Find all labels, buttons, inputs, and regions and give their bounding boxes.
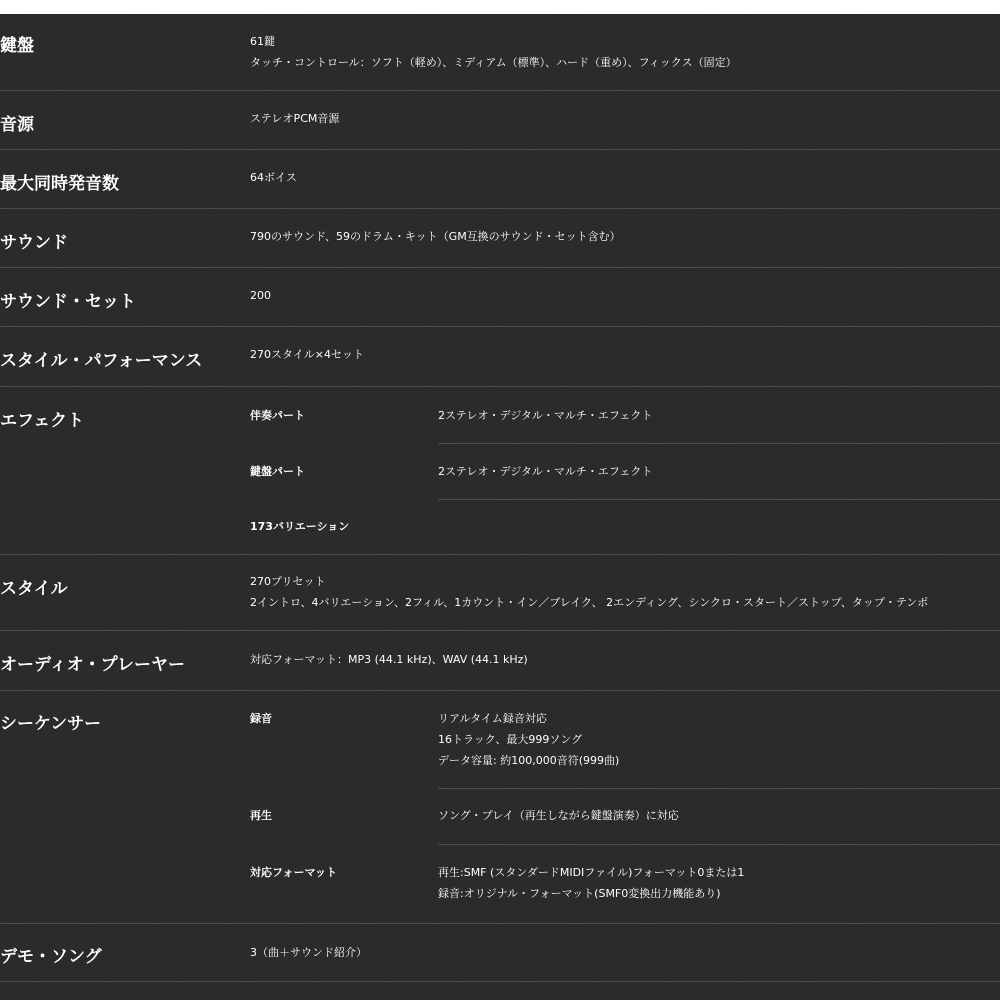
spec-label: スタイル — [0, 579, 68, 599]
spec-label: 鍵盤 — [0, 36, 34, 56]
spec-value-line: リアルタイム録音対応 — [438, 712, 547, 725]
spec-label: デモ・ソング — [0, 947, 102, 967]
spec-label: 最大同時発音数 — [0, 174, 119, 194]
spec-subtable — [250, 691, 1000, 923]
spec-label: オーディオ・プレーヤー — [0, 655, 185, 675]
spec-value-line: 200 — [250, 289, 271, 302]
spec-row-audio-player — [0, 631, 1000, 691]
spec-sublabel: 伴奏パート — [250, 409, 305, 422]
spec-row-style — [0, 555, 1000, 631]
spec-sublabel: 173バリエーション — [250, 520, 350, 533]
spec-label: サウンド・セット — [0, 292, 136, 312]
spec-subrow — [250, 500, 1000, 554]
spec-value-line: 再生:SMF (スタンダードMIDIファイル)フォーマット0または1 — [438, 866, 745, 879]
spec-row-sequencer — [0, 691, 1000, 924]
spec-label: サウンド — [0, 233, 68, 253]
spec-row-keyboard — [0, 14, 1000, 91]
spec-value — [250, 268, 1000, 326]
spec-row-demo-songs — [0, 924, 1000, 982]
spec-value-line: 2イントロ、4バリエーション、2フィル、1カウント・イン／ブレイク、 2エンディング、シンクロ・スタート／ストップ、タップ・テンポ — [250, 596, 929, 609]
spec-value-line: 対応フォーマット：MP3 (44.1 kHz)、WAV (44.1 kHz) — [250, 653, 528, 666]
spec-row-sounds — [0, 209, 1000, 268]
spec-sublabel: 対応フォーマット — [250, 866, 338, 879]
spec-value — [250, 14, 1000, 90]
spec-label: シーケンサー — [0, 714, 102, 734]
top-bar — [0, 0, 1000, 14]
spec-value-line: タッチ・コントロール：ソフト（軽め）、ミディアム（標準）、ハード（重め）、フィックス（固定） — [250, 56, 737, 69]
spec-value — [250, 150, 1000, 208]
spec-subrow — [250, 387, 1000, 444]
spec-sublabel: 再生 — [250, 809, 272, 822]
spec-value — [250, 91, 1000, 149]
spec-value — [250, 327, 1000, 386]
spec-value-line: 16トラック、最大999ソング — [438, 733, 583, 746]
spec-row-sound-set — [0, 268, 1000, 327]
spec-value — [250, 924, 1000, 981]
spec-subrow — [250, 789, 1000, 845]
spec-value-line: 270スタイル×4セット — [250, 348, 364, 361]
spec-value-line: 3（曲＋サウンド紹介） — [250, 946, 367, 959]
spec-value — [250, 631, 1000, 690]
spec-subtable — [250, 387, 1000, 554]
spec-subvalue: 2ステレオ・デジタル・マルチ・エフェクト — [438, 409, 653, 422]
spec-label: スタイル・パフォーマンス — [0, 351, 203, 371]
spec-subrow — [250, 845, 1000, 923]
spec-row-style-performance — [0, 327, 1000, 387]
spec-sublabel: 録音 — [250, 712, 272, 725]
spec-label: 音源 — [0, 115, 34, 135]
spec-value-line: データ容量: 約100,000音符(999曲) — [438, 754, 620, 767]
spec-row-sound-source — [0, 91, 1000, 150]
spec-subvalue: ソング・プレイ（再生しながら鍵盤演奏）に対応 — [438, 809, 679, 822]
spec-value-line: 録音:オリジナル・フォーマット(SMF0変換出力機能あり) — [438, 887, 721, 900]
spec-subvalue: 2ステレオ・デジタル・マルチ・エフェクト — [438, 465, 653, 478]
spec-subvalue — [438, 516, 1000, 554]
spec-row-polyphony — [0, 150, 1000, 209]
spec-value-line: 270プリセット — [250, 575, 326, 588]
spec-sublabel: 鍵盤パート — [250, 465, 305, 478]
spec-table — [0, 14, 1000, 1000]
spec-subrow — [250, 444, 1000, 500]
spec-value-line: 64ボイス — [250, 171, 297, 184]
spec-value — [250, 555, 1000, 630]
spec-value-line: 790のサウンド、59のドラム・キット（GM互換のサウンド・セット含む） — [250, 230, 621, 243]
spec-row-effects — [0, 387, 1000, 555]
spec-value — [250, 209, 1000, 267]
spec-subvalue — [438, 708, 1000, 789]
spec-value-line: ステレオPCM音源 — [250, 112, 340, 125]
spec-subvalue — [438, 862, 1000, 923]
spec-subrow — [250, 691, 1000, 789]
spec-value-line: 61鍵 — [250, 35, 275, 48]
spec-label: エフェクト — [0, 411, 85, 431]
